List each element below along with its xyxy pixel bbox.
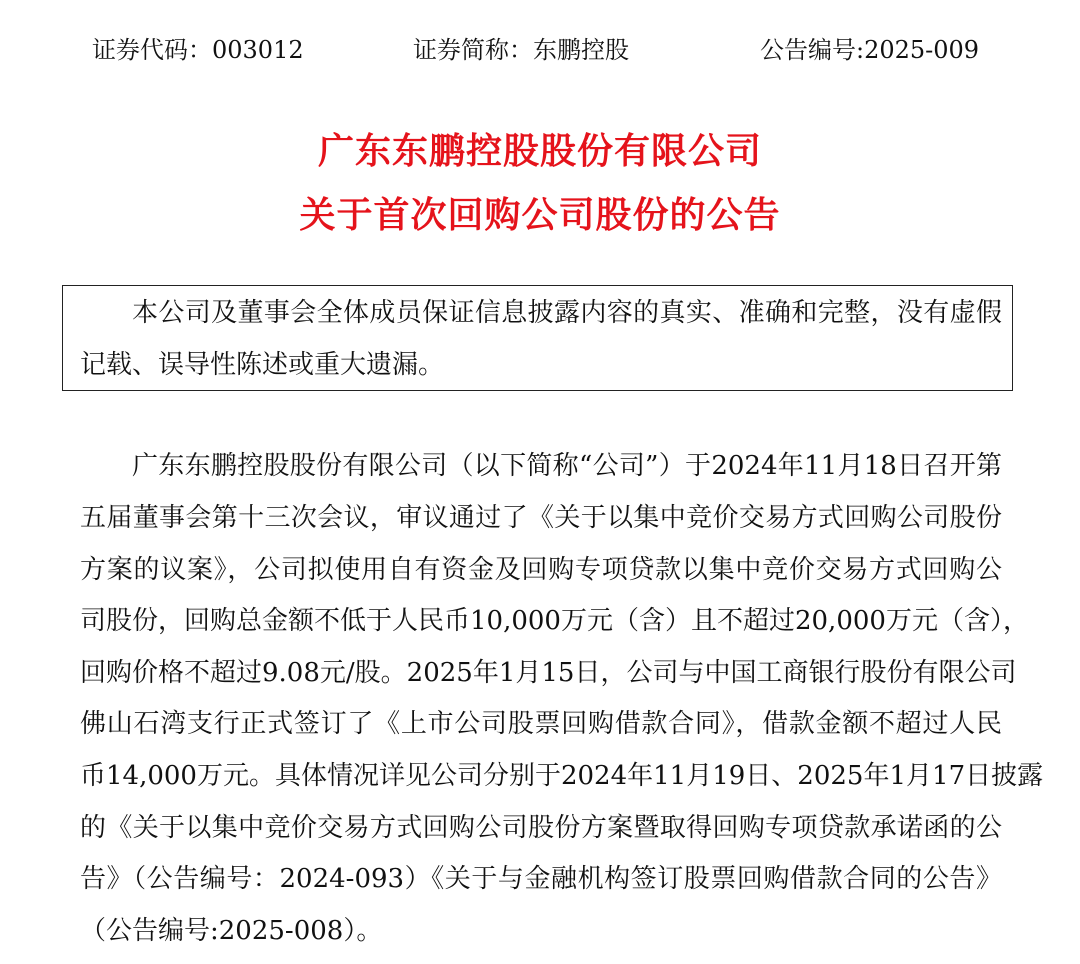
body-line: 告》（公告编号：2024-093）《关于与金融机构签订股票回购借款合同的公告》: [80, 864, 1002, 894]
body-line: 的《关于以集中竞价交易方式回购公司股份方案暨取得回购专项贷款承诺函的公: [80, 813, 1002, 843]
body-line: 五届董事会第十三次会议，审议通过了《关于以集中竞价交易方式回购公司股份: [80, 503, 1002, 533]
disclaimer-line: 本公司及董事会全体成员保证信息披露内容的真实、准确和完整，没有虚假: [132, 298, 1002, 328]
body-line: 币14,000万元。具体情况详见公司分别于2024年11月19日、2025年1月17日披露: [80, 761, 1044, 791]
stock-code: 证券代码：003012: [92, 36, 304, 64]
stock-short-name: 证券简称：东鹏控股: [413, 36, 629, 64]
body-line: （公告编号:2025-008）。: [80, 916, 383, 946]
body-line: 佛山石湾支行正式签订了《上市公司股票回购借款合同》，借款金额不超过人民: [80, 709, 1002, 739]
disclaimer-line: 记载、误导性陈述或重大遗漏。: [80, 350, 445, 380]
title-subject: 关于首次回购公司股份的公告: [299, 195, 781, 236]
title-company: 广东东鹏控股股份有限公司: [317, 131, 762, 172]
body-line: 司股份，回购总金额不低于人民币10,000万元（含）且不超过20,000万元（含），: [80, 606, 1029, 636]
announcement-number: 公告编号:2025-009: [760, 36, 980, 64]
body-line: 广东东鹏控股股份有限公司（以下简称“公司”）于2024年11月18日召开第: [132, 451, 1002, 481]
body-line: 方案的议案》，公司拟使用自有资金及回购专项贷款以集中竞价交易方式回购公: [80, 555, 1002, 585]
body-line: 回购价格不超过9.08元/股。2025年1月15日，公司与中国工商银行股份有限公司: [80, 658, 1017, 688]
